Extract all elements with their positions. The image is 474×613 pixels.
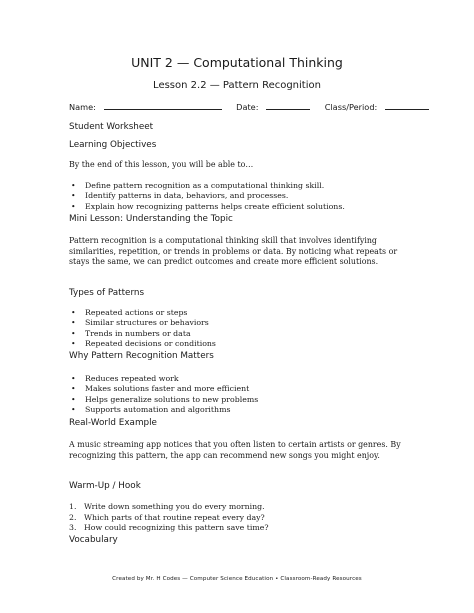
name-label: Name:	[69, 102, 96, 112]
mini-lesson-paragraph: Pattern recognition is a computational thinking skill that involves identifying similarities, repetition, or trends in problems or data. By noticing what repeats or stays the same, we can predict outcomes and create more efficient solutions.	[69, 236, 398, 267]
list-item: • Repeated decisions or conditions	[71, 339, 216, 349]
learning-objectives-heading: Learning Objectives	[69, 140, 157, 150]
why-matters-heading: Why Pattern Recognition Matters	[69, 351, 214, 361]
bullet-icon: •	[71, 339, 76, 349]
list-item: • Identify patterns in data, behaviors, and processes.	[71, 191, 289, 201]
list-item: • Similar structures or behaviors	[71, 318, 209, 328]
bullet-icon: •	[71, 308, 76, 317]
learning-objectives-list	[69, 181, 345, 212]
list-item: 2. Which parts of that routine repeat every day?	[69, 512, 265, 522]
vocabulary-heading: Vocabulary	[69, 535, 118, 545]
bullet-icon: •	[71, 191, 76, 201]
bullet-icon: •	[71, 374, 76, 383]
worksheet-label: Student Worksheet	[69, 122, 154, 132]
why-matters-list	[69, 374, 258, 416]
list-item: • Makes solutions faster and more efficient	[71, 384, 250, 394]
bullet-icon: •	[71, 384, 76, 394]
list-item: • Helps generalize solutions to new problems	[71, 394, 259, 404]
types-of-patterns-heading: Types of Patterns	[69, 288, 145, 298]
real-world-heading: Real-World Example	[69, 418, 157, 428]
bullet-icon: •	[71, 394, 76, 404]
bullet-icon: •	[71, 318, 76, 328]
bullet-icon: •	[71, 181, 76, 190]
bullet-icon: •	[71, 328, 76, 338]
list-item: • Define pattern recognition as a computational thinking skill.	[71, 181, 325, 190]
list-item: • Trends in numbers or data	[71, 328, 191, 338]
list-item: • Repeated actions or steps	[71, 308, 188, 317]
real-world-paragraph: A music streaming app notices that you often listen to certain artists or genres. By recognizing this pattern, the app can recommend new songs you might enjoy.	[69, 440, 401, 460]
student-info-fields	[69, 101, 429, 112]
name-field[interactable]	[104, 101, 222, 110]
period-field[interactable]	[385, 101, 429, 110]
list-item: • Reduces repeated work	[71, 374, 179, 383]
bullet-icon: •	[71, 405, 76, 415]
list-item: 3. How could recognizing this pattern save time?	[69, 523, 269, 533]
warm-up-heading: Warm-Up / Hook	[69, 481, 141, 491]
period-label: Class/Period:	[324, 102, 378, 112]
lesson-subtitle: Lesson 2.2 — Pattern Recognition	[153, 80, 321, 91]
list-item: • Explain how recognizing patterns helps create efficient solutions.	[71, 201, 345, 211]
date-field[interactable]	[266, 101, 310, 110]
learning-objectives-intro: By the end of this lesson, you will be able to…	[69, 160, 254, 169]
list-item: • Supports automation and algorithms	[71, 405, 231, 415]
date-label: Date:	[236, 102, 259, 112]
page-footer: Created by Mr. H Codes — Computer Science Education • Classroom-Ready Resources	[112, 576, 362, 582]
types-of-patterns-list	[69, 308, 216, 350]
bullet-icon: •	[71, 201, 76, 211]
warm-up-list	[69, 502, 269, 534]
list-item: 1. Write down something you do every morning.	[69, 502, 265, 511]
mini-lesson-heading: Mini Lesson: Understanding the Topic	[69, 214, 233, 224]
page-title: UNIT 2 — Computational Thinking	[131, 55, 343, 70]
